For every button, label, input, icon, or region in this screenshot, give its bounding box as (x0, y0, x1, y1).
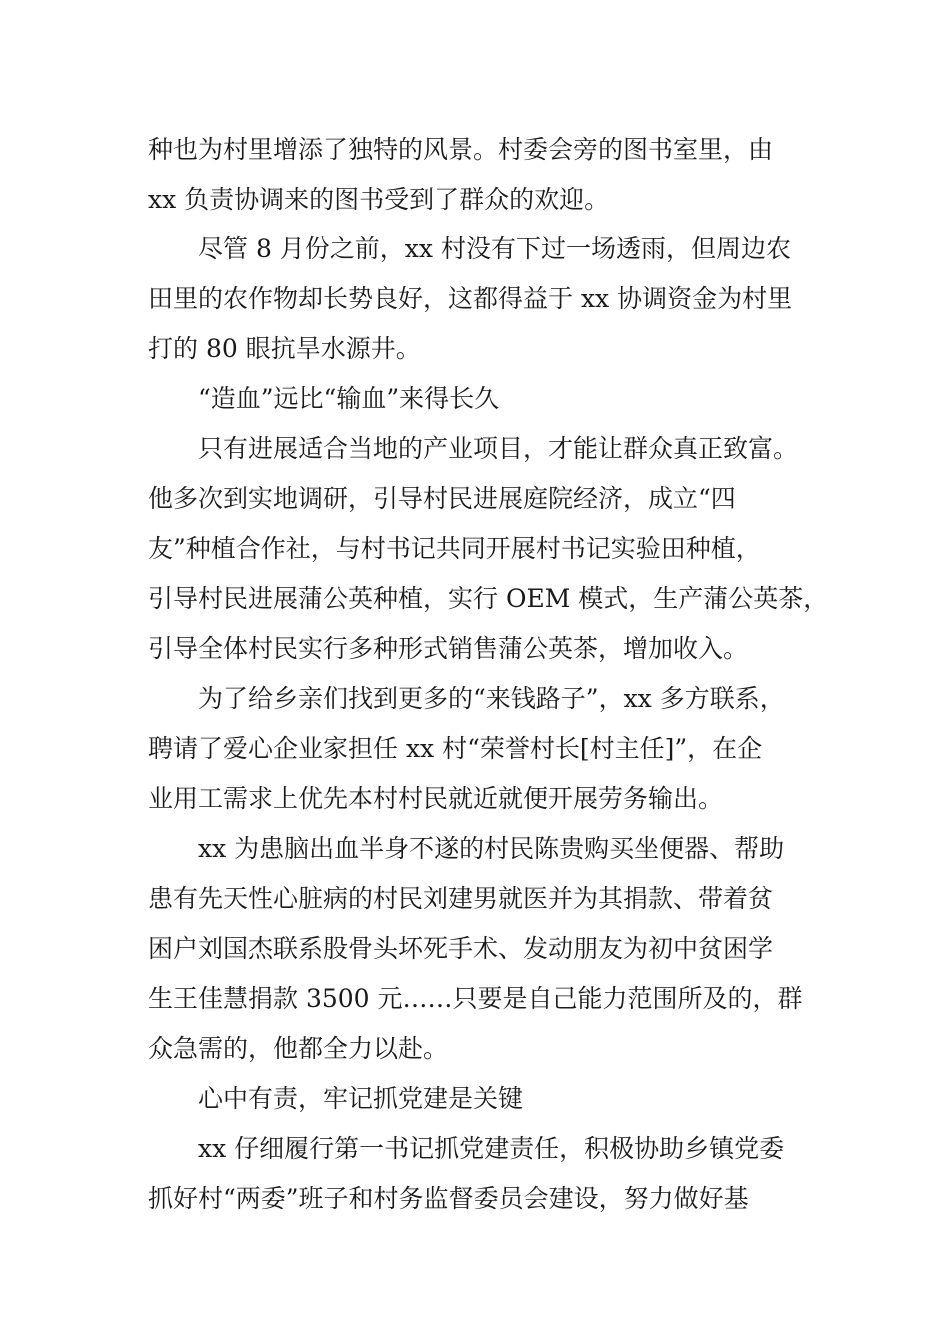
text-line: 他多次到实地调研，引导村民进展庭院经济，成立“四 (148, 484, 736, 513)
text-line: xx 负责协调来的图书受到了群众的欢迎。 (148, 185, 610, 214)
text-line: 聘请了爱心企业家担任 xx 村“荣誉村长[村主任]”，在企 (148, 734, 763, 763)
text-line: 友”种植合作社，与村书记共同开展村书记实验田种植， (148, 534, 761, 563)
section-heading: 心中有责，牢记抓党建是关键 (198, 1084, 524, 1113)
text-line: 种也为村里增添了独特的风景。村委会旁的图书室里，由 (148, 135, 774, 164)
text-line: 引导村民进展蒲公英种植，实行 OEM 模式，生产蒲公英茶， (148, 584, 829, 613)
paragraph-start: xx 为患脑出血半身不遂的村民陈贵购买坐便器、帮助 (198, 834, 785, 863)
text-line: 患有先天性心脏病的村民刘建男就医并为其捐款、带着贫 (148, 884, 774, 913)
text-line: 引导全体村民实行多种形式销售蒲公英茶，增加收入。 (148, 634, 749, 663)
text-line: 业用工需求上优先本村村民就近就便开展劳务输出。 (148, 784, 724, 813)
text-line: 生王佳慧捐款 3500 元……只要是自己能力范围所及的，群 (148, 984, 803, 1013)
paragraph-start: 只有进展适合当地的产业项目，才能让群众真正致富。 (198, 434, 799, 463)
text-line: 田里的农作物却长势良好，这都得益于 xx 协调资金为村里 (148, 284, 793, 313)
paragraph-start: 尽管 8 月份之前，xx 村没有下过一场透雨，但周边农 (198, 234, 791, 263)
text-line: 众急需的，他都全力以赴。 (148, 1034, 449, 1063)
paragraph-start: xx 仔细履行第一书记抓党建责任，积极协助乡镇党委 (198, 1134, 785, 1163)
text-line: 打的 80 眼抗旱水源井。 (148, 334, 421, 363)
paragraph-start: 为了给乡亲们找到更多的“来钱路子”，xx 多方联系， (198, 684, 785, 713)
text-line: 困户刘国杰联系股骨头坏死手术、发动朋友为初中贫困学 (148, 934, 774, 963)
section-heading: “造血”远比“输血”来得长久 (198, 384, 500, 413)
text-line: 抓好村“两委”班子和村务监督委员会建设，努力做好基 (148, 1184, 749, 1213)
